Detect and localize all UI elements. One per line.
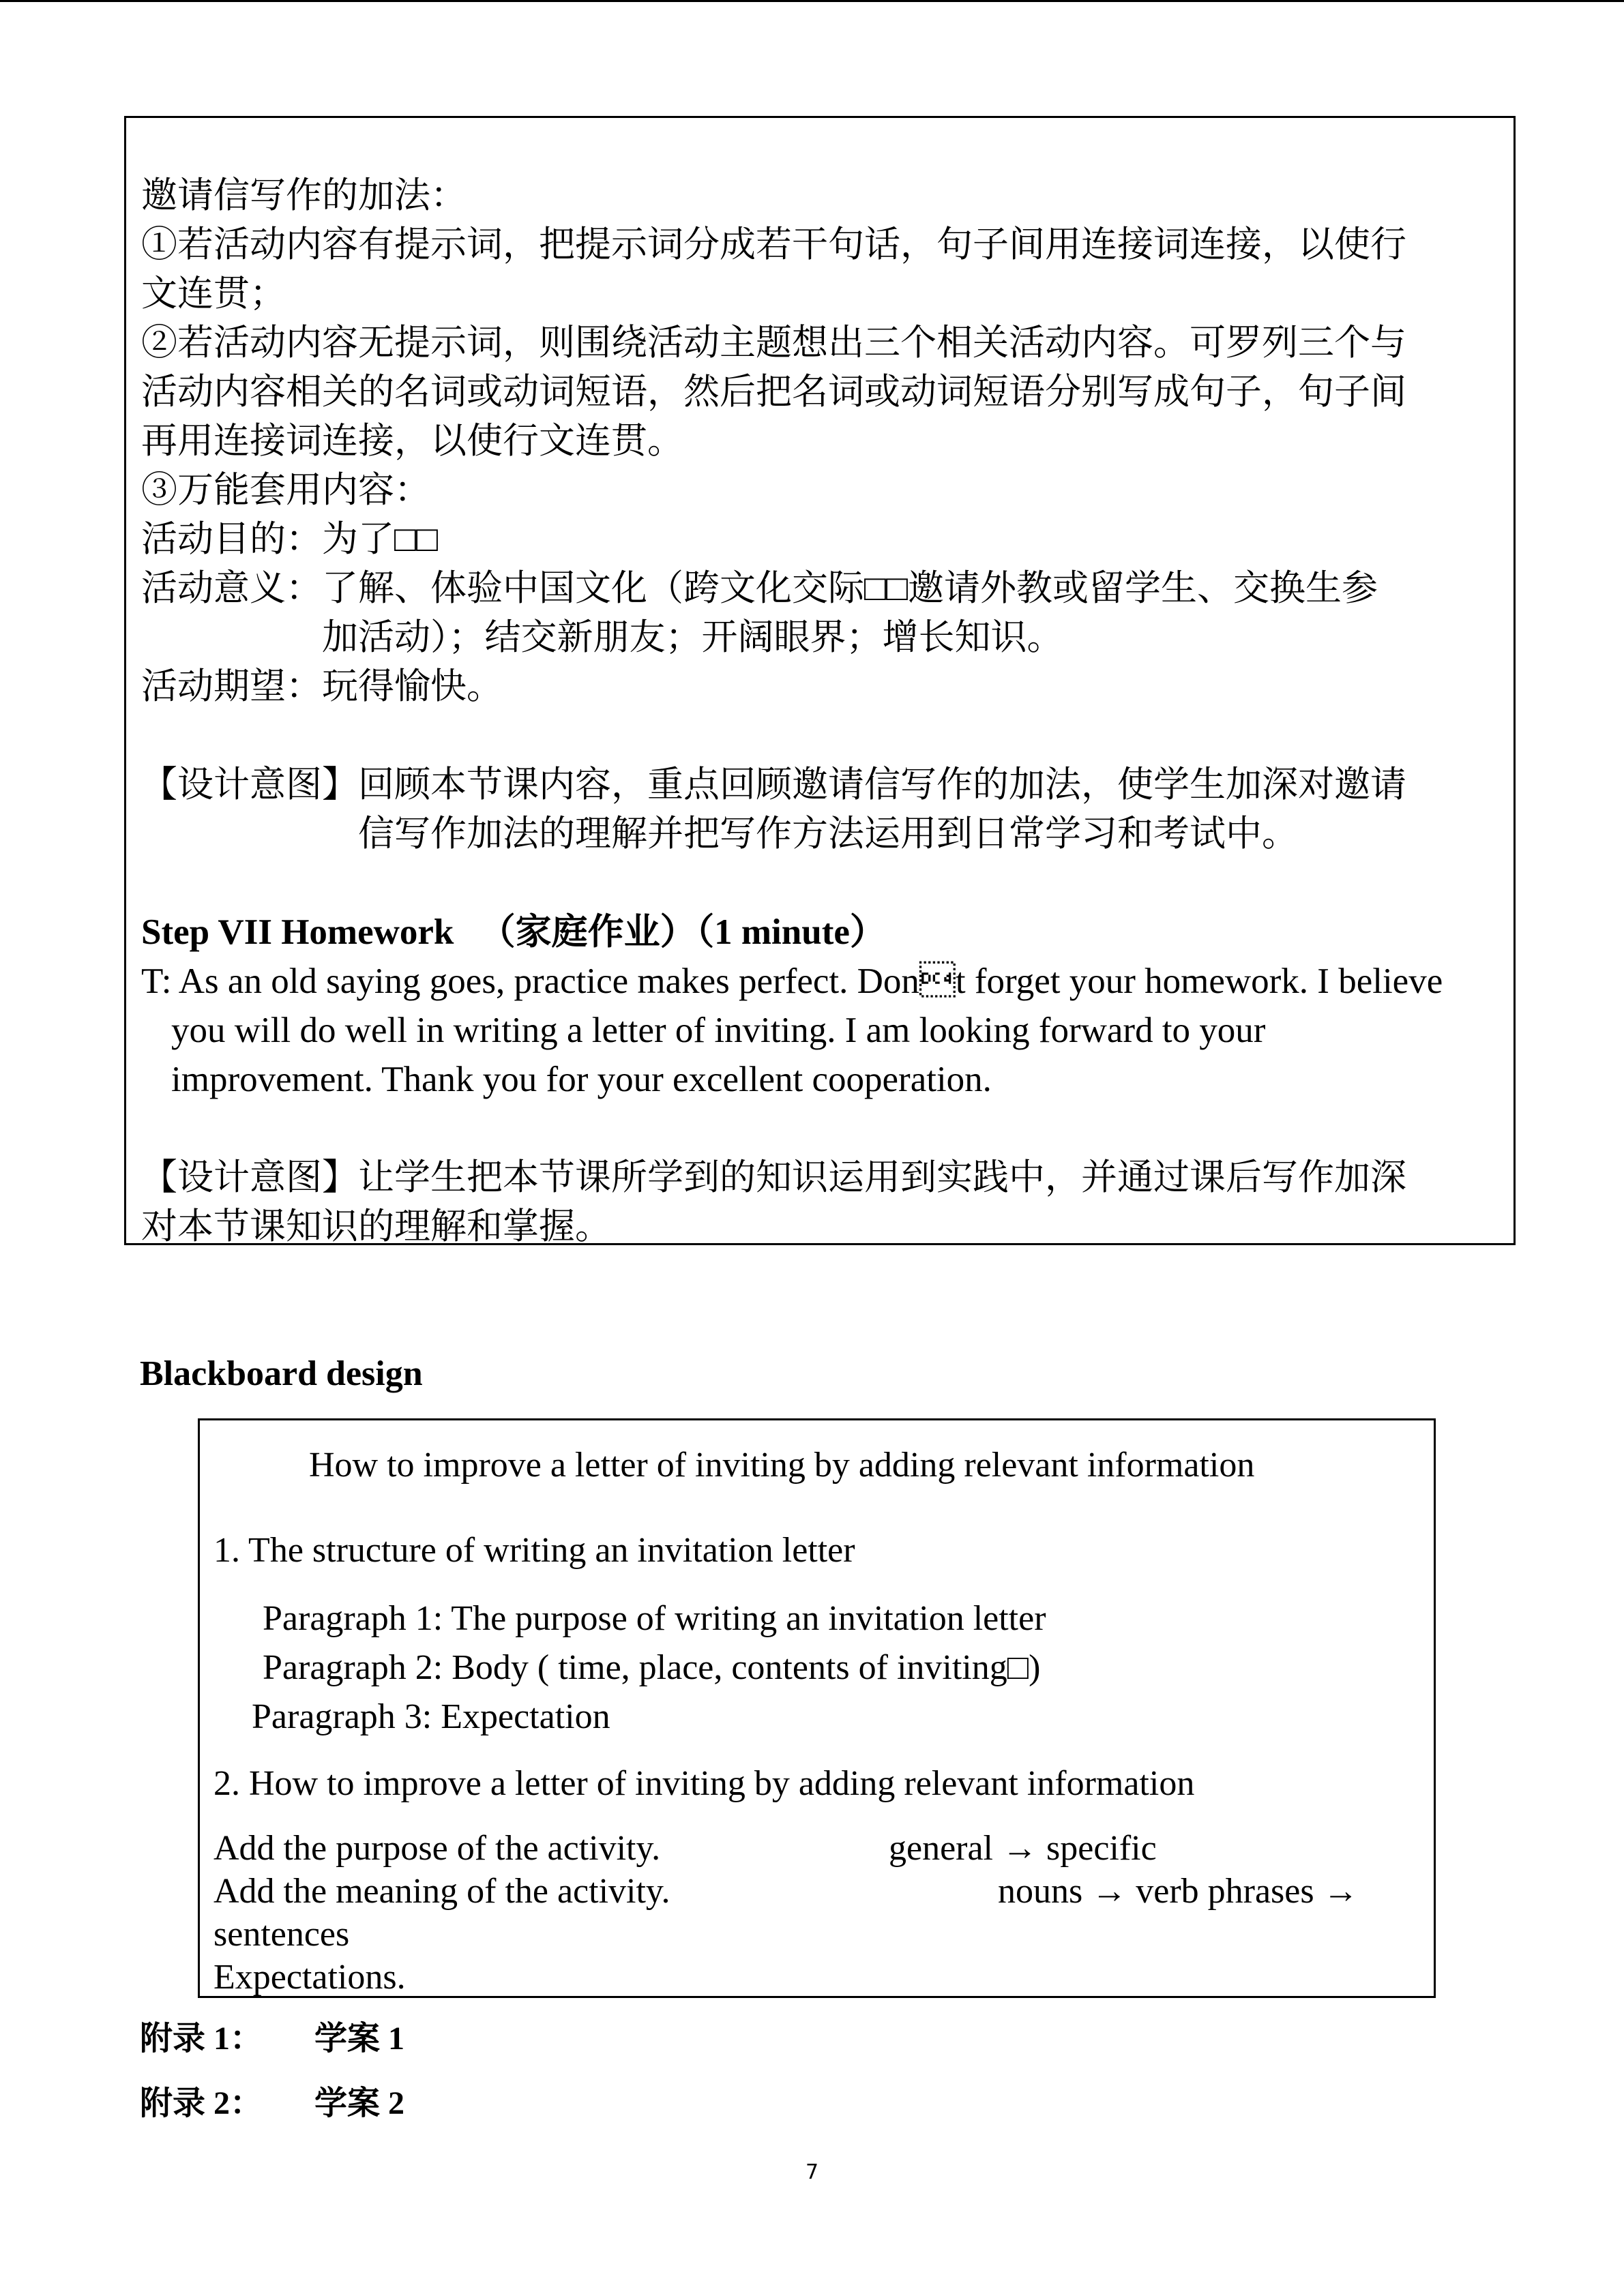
item1-line1: ①若活动内容有提示词，把提示词分成若干句话，句子间用连接词连接，以使行 [141,224,1406,265]
top-rule [0,0,1624,2]
item2-line2: 活动内容相关的名词或动词短语，然后把名词或动词短语分别写成句子，句子间 [141,371,1406,413]
blackboard-paragraph1: Paragraph 1: The purpose of writing an invitation letter [263,1599,1046,1638]
activity-expectation [141,662,1498,711]
activity-purpose-label: 活动目的： [141,518,322,560]
blackboard-paragraph2: Paragraph 2: Body ( time, place, contents of inviting□) [263,1648,1041,1687]
blackboard-expectations: Expectations. [213,1958,406,1997]
teacher-line1: T: As an old saying goes, practice makes perfect. Dont forget your homework. I believe [141,961,1443,1001]
item2-line1: ②若活动内容无提示词，则围绕活动主题想出三个相关活动内容。可罗列三个与 [141,322,1406,363]
lesson-step-frame [124,116,1516,1245]
blackboard-title: How to improve a letter of inviting by adding relevant information [309,1446,1255,1485]
blackboard-add-purpose: Add the purpose of the activity. [213,1829,661,1868]
invitation-addition-heading: 邀请信写作的加法： [141,175,467,216]
item2-line3: 再用连接词连接，以使行文连贯。 [141,420,683,462]
activity-purpose-text: 为了□□ [322,518,439,560]
appendix-2-label: 附录 2： [140,2085,263,2121]
blackboard-arrow-general-specific: general → specific [889,1829,1157,1868]
appendix-1 [140,2012,404,2059]
blackboard-point1: 1. The structure of writing an invitation letter [213,1531,855,1570]
activity-expectation-label: 活动期望： [141,666,322,707]
step-time-open: （ [696,911,715,953]
step-time-close: ） [849,911,886,953]
design-intent-1 [141,760,1498,859]
design-intent-2-line1: 【设计意图】让学生把本节课所学到的知识运用到实践中，并通过课后写作加深 [141,1157,1406,1198]
appendix-1-label: 附录 1： [140,2021,263,2057]
appendix-2 [140,2076,404,2123]
step-time: 1 minute [714,912,850,952]
activity-meaning-label: 活动意义： [141,567,322,609]
item1-line2: 文连贯； [141,273,286,314]
step-title-cn: （家庭作业） [479,911,696,953]
appendix-1-text: 学案 1 [314,2021,405,2057]
design-intent-1-line2: 信写作加法的理解并把写作方法运用到日常学习和考试中。 [358,813,1298,854]
teacher-line3: improvement. Thank you for your excellent cooperation. [171,1060,992,1099]
item3-heading: ③万能套用内容： [141,469,430,511]
blackboard-arrow-nouns-verbs: nouns → verb phrases → [998,1872,1359,1911]
activity-meaning-line1: 了解、体验中国文化（跨文化交际□□邀请外教或留学生、交换生参 [322,567,1378,609]
design-intent-2-line2: 对本节课知识的理解和掌握。 [141,1206,611,1247]
blackboard-add-meaning: Add the meaning of the activity. [213,1872,670,1911]
activity-expectation-text: 玩得愉快。 [322,666,503,707]
activity-purpose [141,515,1498,564]
design-intent-1-label: 【设计意图】 [141,764,358,805]
blackboard-design-heading: Blackboard design [140,1354,423,1393]
teacher-line2: you will do well in writing a letter of inviting. I am looking forward to your [171,1011,1266,1050]
appendix-2-text: 学案 2 [314,2085,405,2121]
step-vii-title [141,908,1498,957]
blackboard-sentences: sentences [213,1915,350,1954]
step-title-en: Step VII Homework [141,912,454,952]
activity-meaning-line2: 加活动）；结交新朋友；开阔眼界；增长知识。 [322,616,1063,658]
activity-meaning [141,564,1498,662]
blackboard-point2: 2. How to improve a letter of inviting by adding relevant information [213,1764,1195,1803]
page-number: 7 [805,2160,819,2184]
blackboard-paragraph3: Paragraph 3: Expectation [252,1697,610,1736]
blackboard-box [198,1418,1436,1998]
design-intent-1-line1: 回顾本节课内容，重点回顾邀请信写作的加法，使学生加深对邀请 [358,764,1406,805]
